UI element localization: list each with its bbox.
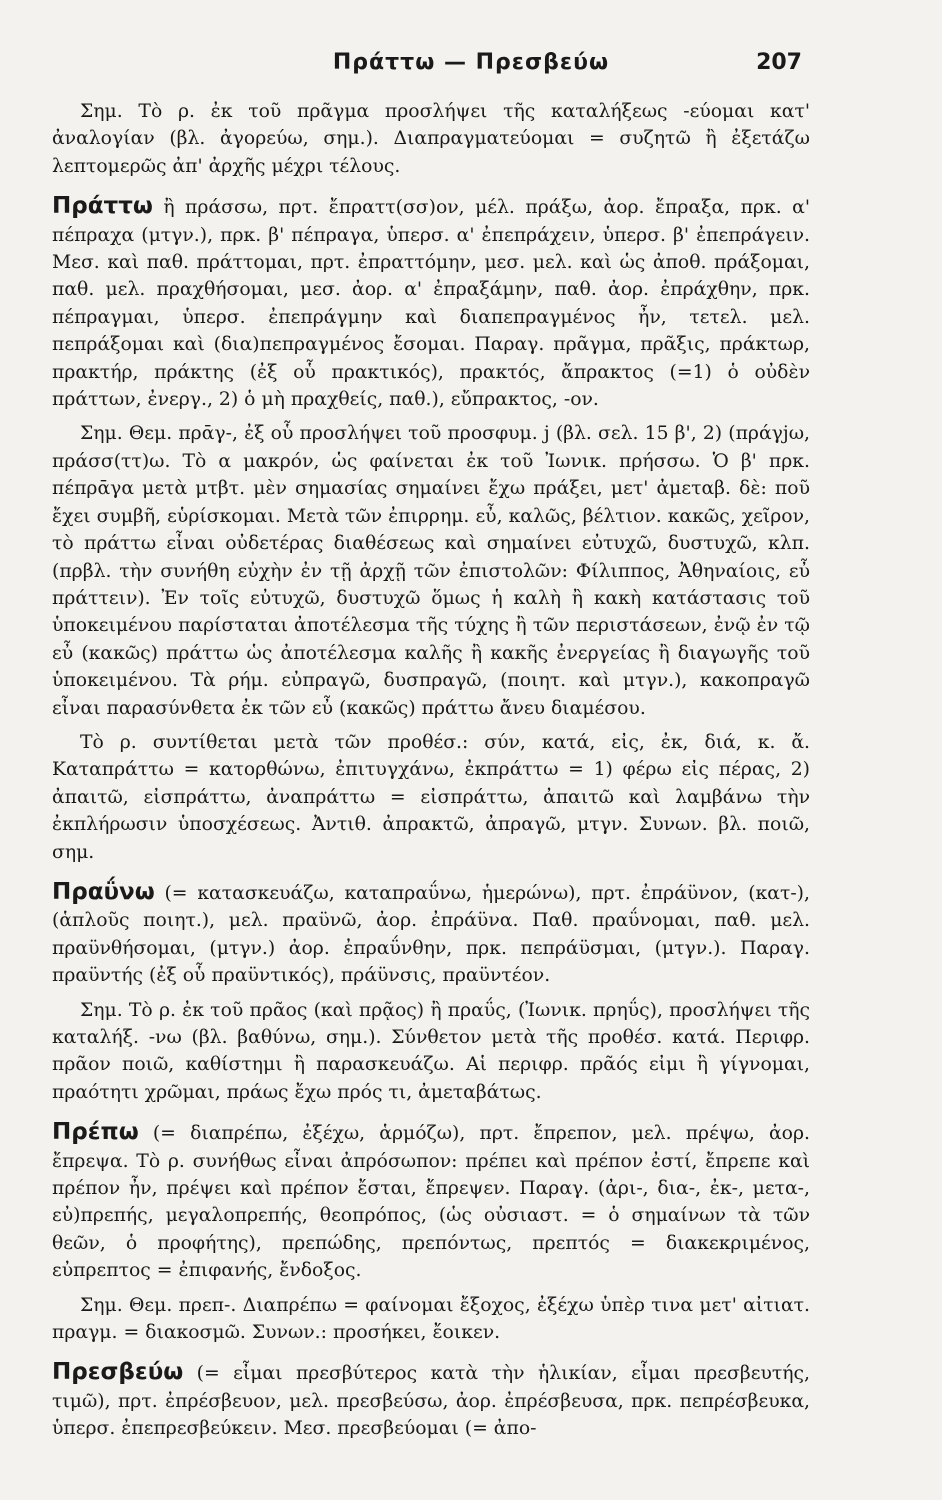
running-head: Πράττω — Πρεσβεύω (332, 50, 610, 75)
lemma-pratto: Πράττω (52, 193, 153, 220)
note-diapragmateuomai: Σημ. Τὸ ρ. ἐκ τοῦ πρᾶγμα προσλήψει τῆς καταλήξεως -εύομαι κατ' ἀναλογίαν (βλ. ἀγορεύω, σημ.). Διαπραγματεύομαι = συζητῶ ἢ ἐξετάζω λεπτομερῶς ἀπ' ἀρχῆς μέχρι τέλους. (52, 101, 810, 177)
entry-prauno (52, 879, 810, 990)
page-number: 207 (756, 50, 802, 75)
note-pratto-1: Σημ. Θεμ. πρᾱγ-, ἐξ οὗ προσλήψει τοῦ προσφυμ. j (βλ. σελ. 15 β', 2) (πράγjω, πράσσ(ττ)ω. Τὸ α μακρόν, ὡς φαίνεται ἐκ τοῦ Ἰωνικ. πρήσσω. Ὁ β' πρκ. πέπρᾱγα μετὰ μτβτ. μὲν σημασίας σημαίνει ἔχω πράξει, μετ' ἀμεταβ. δὲ: ποῦ ἔχει συμβῆ, εὑρίσκομαι. Μετὰ τῶν ἐπιρρημ. εὖ, καλῶς, βέλτιον. κακῶς, χεῖρον, τὸ πράττω εἶναι οὐδετέρας διαθέσεως καὶ σημαίνει εὐτυχῶ, δυστυχῶ, κλπ. (πρβλ. τὴν συνήθη εὐχὴν ἐν τῇ ἀρχῇ τῶν ἐπιστολῶν: Φίλιππος, Ἀθηναίοις, εὖ πράττειν). Ἐν τοῖς εὐτυχῶ, δυστυχῶ ὅμως ἡ καλὴ ἢ κακὴ κατάστασις τοῦ ὑποκειμένου παρίσταται ἀποτέλεσμα τῆς τύχης ἢ τῶν περιστάσεων, ἐνῷ ἐν τῷ εὖ (κακῶς) πράττω ὡς ἀποτέλεσμα καλῆς ἢ κακῆς ἐνεργείας ἢ διαγωγῆς τοῦ ὑποκειμένου. Τὰ ρήμ. εὐπραγῶ, δυσπραγῶ, (ποιητ. καὶ μτγν.), κακοπραγῶ εἶναι παρασύνθετα ἐκ τῶν εὖ (κακῶς) πράττω ἄνευ διαμέσου. (52, 423, 810, 719)
entry-presbeuo (52, 1359, 810, 1442)
note-prepo: Σημ. Θεμ. πρεπ-. Διαπρέπω = φαίνομαι ἔξοχος, ἐξέχω ὑπὲρ τινα μετ' αἰτιατ. πραγμ. = διακοσμῶ. Συνων.: προσήκει, ἔοικεν. (52, 1294, 810, 1344)
lemma-prepo: Πρέπω (52, 1119, 139, 1146)
note-pratto-2: Τὸ ρ. συντίθεται μετὰ τῶν προθέσ.: σύν, κατά, εἰς, ἐκ, διά, κ. ἄ. Καταπράττω = κατορθώνω, ἐπιτυγχάνω, ἐκπράττω = 1) φέρω εἰς πέρας, 2) ἀπαιτῶ, εἰσπράττω, ἀναπράττω = εἰσπράττω, ἀπαιτῶ καὶ λαμβάνω τὴν ἐκπλήρωσιν ὑποσχέσεως. Ἀντιθ. ἀπρακτῶ, ἀπραγῶ, μτγν. Συνων. βλ. ποιῶ, σημ. (52, 731, 810, 863)
note-prauno: Σημ. Τὸ ρ. ἐκ τοῦ πρᾶος (καὶ πρᾷος) ἢ πραΰς, (Ἰωνικ. πρηΰς), προσλήψει τῆς καταλήξ. -νω (βλ. βαθύνω, σημ.). Σύνθετον μετὰ τῆς προθέσ. κατά. Περιφρ. πρᾶον ποιῶ, καθίστημι ἢ παρασκευάζω. Αἱ περιφρ. πρᾶός εἰμι ἢ γίγνομαι, πραότητι χρῶμαι, πράως ἔχω πρός τι, ἀμεταβάτως. (52, 999, 810, 1103)
page-header (0, 50, 942, 90)
entry-prauno-text: (= κατασκευάζω, καταπραΰνω, ἡμερώνω), πρτ. ἐπράϋνον, (κατ-), (ἁπλοῦς ποιητ.), μελ. πραϋνῶ, ἀορ. ἐπράϋνα. Παθ. πραΰνομαι, παθ. μελ. πραϋνθήσομαι, (μτγν.) ἀορ. ἐπραΰνθην, πρκ. πεπράϋσμαι, (μτγν.). Παραγ. πραϋντής (ἐξ οὗ πραϋντικός), πράϋνσις, πραϋντέον. (52, 882, 810, 987)
entry-pratto (52, 193, 810, 413)
entry-pratto-text: ἢ πράσσω, πρτ. ἔπραττ(σσ)ον, μέλ. πράξω, ἀορ. ἔπραξα, πρκ. α' πέπραχα (μτγν.), πρκ. β' πέπραγα, ὑπερσ. α' ἐπεπράχειν, ὑπερσ. β' ἐπεπράγειν. Μεσ. καὶ παθ. πράττομαι, πρτ. ἐπραττόμην, μεσ. μελ. καὶ ὡς ἀποθ. πράξομαι, παθ. μελ. πραχθήσομαι, μεσ. ἀορ. α' ἐπραξάμην, παθ. ἀορ. ἐπράχθην, πρκ. πέπραγμαι, ὑπερσ. ἐπεπράγμην καὶ διαπεπραγμένος ἦν, τετελ. μελ. πεπράξομαι καὶ (δια)πεπραγμένος ἔσομαι. Παραγ. πρᾶγμα, πρᾶξις, πράκτωρ, πρακτήρ, πράκτης (ἐξ οὗ πρακτικός), πρακτός, ἄπρακτος (=1) ὁ οὐδὲν πράττων, ἐνεργ., 2) ὁ μὴ πραχθείς, παθ.), εὔπρακτος, -ον. (52, 197, 810, 411)
entry-presbeuo-text: (= εἶμαι πρεσβύτερος κατὰ τὴν ἡλικίαν, εἶμαι πρεσβευτής, τιμῶ), πρτ. ἐπρέσβευον, μελ. πρεσβεύσω, ἀορ. ἐπρέσβευσα, πρκ. πεπρέσβευκα, ὑπερσ. ἐπεπρεσβεύκειν. Μεσ. πρεσβεύομαι (= ἀπο- (52, 1363, 810, 1440)
entry-prepo-text: (= διαπρέπω, ἐξέχω, ἁρμόζω), πρτ. ἔπρεπον, μελ. πρέψω, ἀορ. ἔπρεψα. Τὸ ρ. συνήθως εἶναι ἀπρόσωπον: πρέπει καὶ πρέπον ἐστί, ἔπρεπε καὶ πρέπον ἦν, πρέψει καὶ πρέπον ἔσται, ἔπρεψεν. Παραγ. (ἀρι-, δια-, ἐκ-, μετα-, εὐ)πρεπής, μεγαλοπρεπής, θεοπρόπος, (ὡς οὐσιαστ. = ὁ σημαίνων τὰ τῶν θεῶν, ὁ προφήτης), πρεπώδης, πρεπόντως, πρεπτός = διακεκριμένος, εὐπρεπτος = ἐπιφανής, ἔνδοξος. (52, 1123, 810, 1282)
lemma-presbeuo: Πρεσβεύω (52, 1359, 184, 1386)
page-body (52, 98, 810, 1443)
lemma-prauno: Πραΰνω (52, 878, 155, 905)
entry-prepo (52, 1119, 810, 1284)
